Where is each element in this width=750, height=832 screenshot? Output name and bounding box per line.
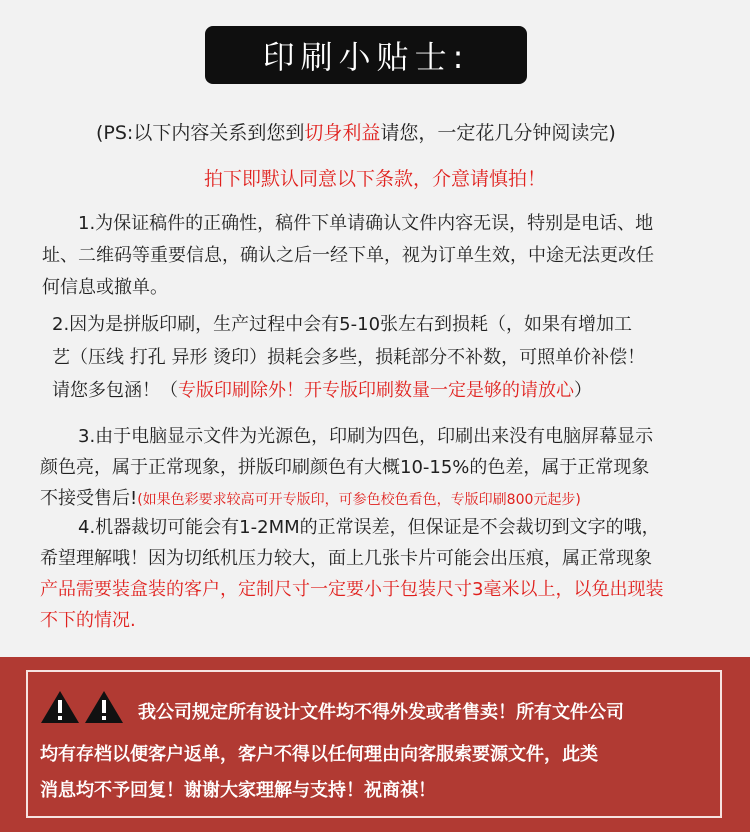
paragraph-2	[52, 308, 645, 407]
p2-line-3	[52, 374, 645, 407]
p4-line-4: 不下的情况.	[40, 610, 136, 631]
p4-line-3: 产品需要装盒装的客户，定制尺寸一定要小于包装尺寸3毫米以上，以免出现装	[40, 579, 664, 600]
footer-line-3: 消息均不予回复！谢谢大家理解与支持！祝商祺！	[40, 780, 436, 801]
p2-line-3-red: 专版印刷除外！开专版印刷数量一定是够的请放心	[178, 380, 574, 401]
footer-line-1-text: 我公司规定所有设计文件均不得外发或者售卖！所有文件公司	[138, 702, 624, 723]
footer-notice	[40, 690, 720, 809]
p3-line-1: 3.由于电脑显示文件为光源色，印刷为四色，印刷出来没有电脑屏幕显示	[78, 426, 654, 447]
footer-line-1	[40, 690, 720, 737]
ps-highlight: 切身利益	[304, 122, 381, 144]
p3-line-2: 颜色亮，属于正常现象，拼版印刷颜色有大概10-15%的色差，属于正常现象	[40, 457, 650, 478]
footer-line-2: 均有存档以便客户返单，客户不得以任何理由向客服索要源文件，此类	[40, 744, 598, 765]
p2-line-1: 2.因为是拼版印刷，生产过程中会有5-10张左右到损耗（，如果有增加工	[52, 314, 633, 335]
page-title: 印刷小贴士:	[205, 26, 527, 84]
ps-suffix: 请您，一定花几分钟阅读完)	[380, 122, 616, 144]
ps-note	[96, 118, 736, 145]
p3-line-3-red: (如果色彩要求较高可开专版印，可参色校色看色，专版印刷800元起步)	[137, 492, 581, 508]
warning-line: 拍下即默认同意以下条款，介意请慎拍！	[203, 168, 546, 190]
p1-line-2: 址、二维码等重要信息，确认之后一经下单，视为订单生效，中途无法更改任	[42, 245, 654, 266]
paragraph-3	[40, 421, 653, 516]
paragraph-4	[40, 512, 663, 636]
p2-line-3-prefix: 请您多包涵！（	[52, 380, 178, 401]
p1-line-1: 1.为保证稿件的正确性，稿件下单请确认文件内容无误，特别是电话、地	[78, 213, 654, 234]
p3-line-3-prefix: 不接受售后!	[40, 488, 138, 509]
p4-line-2: 希望理解哦！因为切纸机压力较大，面上几张卡片可能会出压痕，属正常现象	[40, 548, 652, 569]
ps-prefix: (PS:以下内容关系到您到	[96, 122, 305, 144]
p4-line-1: 4.机器裁切可能会有1-2MM的正常误差，但保证是不会裁切到文字的哦，	[78, 517, 660, 538]
p2-line-2: 艺（压线 打孔 异形 烫印）损耗会多些，损耗部分不补数，可照单价补偿！	[52, 347, 646, 368]
p1-line-3: 何信息或撤单。	[42, 277, 168, 298]
warning-triangle-icon	[40, 690, 128, 737]
paragraph-1	[42, 208, 654, 304]
p2-line-3-suffix: ）	[574, 380, 592, 401]
